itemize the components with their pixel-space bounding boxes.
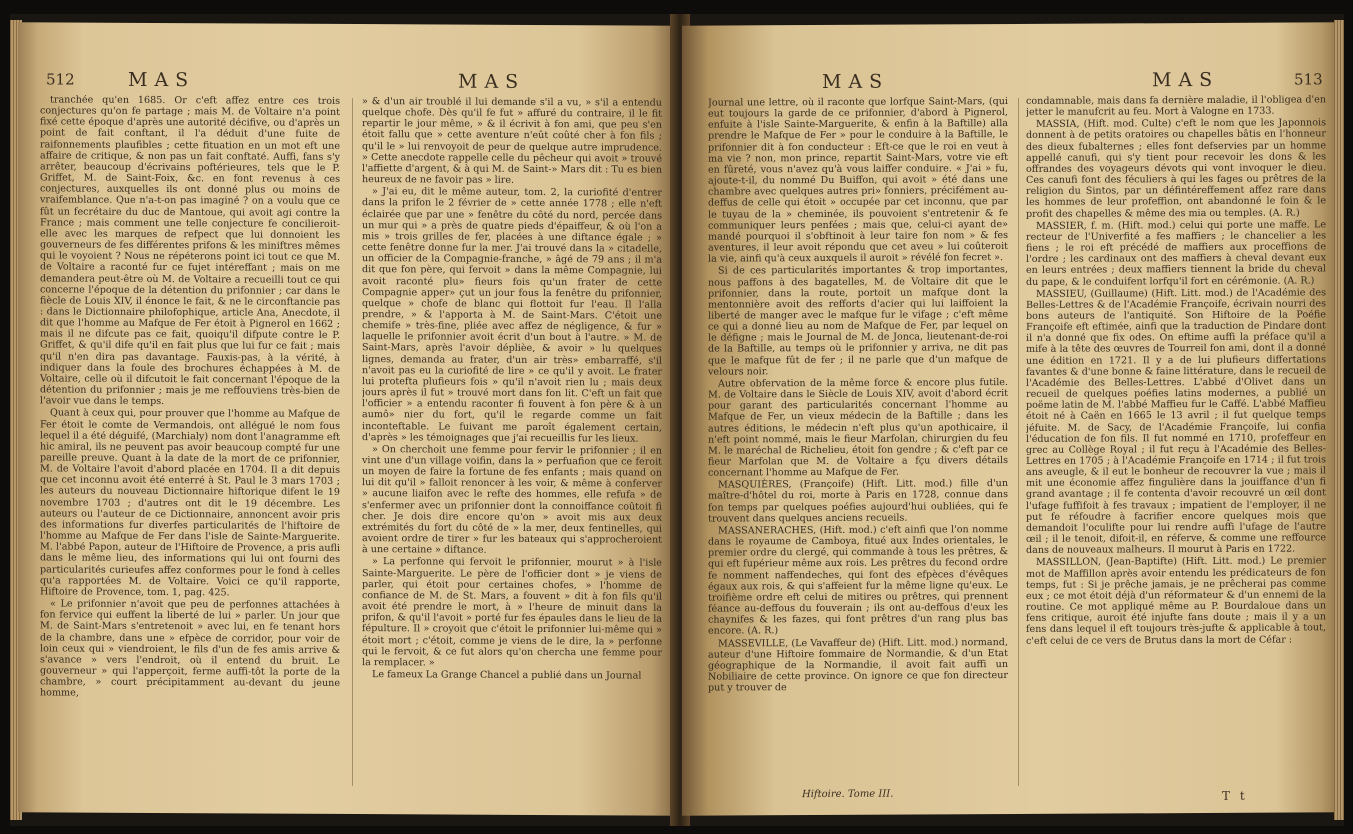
paragraph: condamnable, mais dans fa dernière maladie, il l'obligea d'en jetter le manufcrit au feu. Mort à Valogne en 1733. <box>1026 94 1326 119</box>
paragraph: Journal une lettre, où il raconte que lorfque Saint-Mars, (qui eut toujours la garde de ce prifonnier, d'abord à Pignerol, enfuite à l'isle Sainte-Marguerite, & enfin à la Baftille) alla prendre le Mafque de Fer » pour le conduire à la Baftille, le prifonnier dit à fon conducteur : Eft-ce que le roi en veut à ma vie ? non, mon prince, repartit Saint-Mars, votre vie eft en fûreté, vous n'avez qu'à vous laiffer conduire. « J'ai » fu, ajoute-t-il, du nommé Du Buiffon, qui avoit » été dans une chambre avec quelques autres pri» fonniers, précifément au-deffus de celle qui étoit » occupée par cet inconnu, que par le tuyau de la » cheminée, ils pouvoient s'entretenir & fe communiquer leurs penfées ; mais que, celui-ci ayant de» mandé pourquoi il s'obftinoit à leur taire fon nom » & fes aventures, il leur avoit répondu que cet aveu » lui coûteroit la vie, ainfi qu'à ceux auxquels il auroit » révélé fon fecret ». <box>708 96 1008 265</box>
paragraph: MASSIEU, (Guillaume) (Hift. Litt. mod.) de l'Académie des Belles-Lettres & de l'Académie Françoife, écrivain nourri des bons auteurs de l'antiquité. Son Hiftoire de la Poéfie Françoife eft eftimée, ainfi que la traduction de Pindare dont il n'a donné que fix odes. On eftime auffi la préface qu'il a mife à la tête des œuvres de Tourreil fon ami, dont il a donné une édition en 1721. Il y a de lui plufieurs differtations favantes & d'une bonne & faine littérature, dans le recueil de l'Académie des Belles-Lettres. L'abbé d'Olivet dans un recueil de quelques poéfies latins modernes, a publié un poëme latin de M. l'abbé Maffieu fur le Caffé. L'abbé Maffieu étoit né à Caën en 1665 le 13 avril ; il fut quelque temps jéfuite. M. de Sacy, de l'Académie Françoife, lui confia l'éducation de fon fils. Il fut nommé en 1710, profeffeur en grec au Collège Royal ; il fut reçu à l'Académie des Belles-Lettres en 1705 ; à l'Académie Françoife en 1714 ; il fut trois ans aveugle, & il eut le bonheur de recouvrer la vue ; mais il mit une économie affez fingulière dans la jouiffance d'un fi grand avantage ; il fe contenta d'avoir recouvré un œil dont l'ufage fuffifoit à fes travaux ; impatient de l'employer, il ne put fe réfoudre à facrifier encore quelques mois que demandoit l'oculifte pour lui rendre auffi l'ufage de l'autre œil ; il le tenoit, difoit-il, en réferve, & comme une reffource dans de nouveaux malheurs. Il mourut à Paris en 1722. <box>1026 287 1326 557</box>
paragraph: MASSIER, f. m. (Hift. mod.) celui qui porte une maffe. Le recteur de l'Univerfité a fes maffiers ; le chancelier a les fiens ; le roi eft précédé de maffiers aux proceffions de l'ordre ; les cardinaux ont des maffiers à cheval devant eux en leurs entrées ; deux maffiers tiennent la bride du cheval du pape, & le conduifent lorfqu'il fort en cérémonie. (A. R.) <box>1026 219 1326 288</box>
signature-mark: T t <box>1222 788 1248 803</box>
column-divider <box>352 98 353 786</box>
paragraph: » La perfonne qui fervoit le prifonnier, mourut » à l'isle Sainte-Marguerite. Le père de l'officier dont » je viens de parler, qui étoit pour certaines chofes, » l'homme de confiance de M. de St. Mars, a fouvent » dit à fon fils qu'il avoit été prendre le mort, à » l'heure de minuit dans la prifon, & qu'il l'avoit » porté fur fes épaules dans le lieu de la fépulture. Il » croyoit que c'étoit le prifonnier lui-même qui » étoit mort ; c'étoit, comme je viens de le dire, la » perfonne qui le fervoit, & ce fut alors qu'on chercha une femme pour la remplacer. » <box>362 556 662 669</box>
paragraph: Si de ces particularités importantes & trop importantes, nous paffons à des bagatelles, M. de Voltaire dit que le prifonnier, dans la route, portoit un mafque dont la mentonnière avoit des refforts d'acier qui lui laiffoient la liberté de manger avec le mafque fur le vifage ; c'eft même ce qui a donné lieu au nom de Mafque de Fer, par lequel on le défigne ; mais le Journal de M. de Jonca, lieutenant-de-roi de la Baftille, au temps où le prifonnier y arriva, ne dit pas que le mafque fût de fer ; il ne parle que d'un mafque de velours noir. <box>708 264 1008 378</box>
paragraph: Le fameux La Grange Chancel a publié dans un Journal <box>372 669 642 682</box>
page-footer: Hiftoire. Tome III. <box>802 788 894 801</box>
right-page-column-1 <box>708 96 1008 801</box>
left-page-column-2 <box>362 96 662 798</box>
paragraph: MASQUIÈRES, (Françoife) (Hift. Litt. mod.) fille d'un maître-d'hôtel du roi, morte à Paris en 1728, connue dans fon temps par quelques poéfies aujourd'hui oubliées, qui fe trouvent dans quelques anciens recueils. <box>708 478 1008 525</box>
paragraph: tranchée qu'en 1685. Or c'eft affez entre ces trois conjectures qu'on fe partage ; mais M. de Voltaire n'a point fixé cette époque d'après une autorité décifive, ou d'après un point de fait conftant, il l'a déduit d'une fuite de raifonnements plaufibles ; cette fituation en un mot eft une affaire de critique, & non pas un fait conftaté. Auffi, fans s'y arrêter, beaucoup d'écrivains poftérieures, tels que le P. Griffet, M. de Saint-Foix, &c. en font revenus à ces conjectures, auxquelles ils ont donné plus ou moins de vraifemblance. Que n'a-t-on pas imaginé ? on a voulu que ce fût un fecrétaire du duc de Mantoue, qui avoit agi contre la France ; mais comment une telle conjecture fe concilieroit-elle avec les marques de refpect que lui donnoient les gouverneurs de fes différentes prifons & les miniftres mêmes qui le voyoient ? Nous ne répéterons point ici tout ce que M. de Voltaire a raconté fur ce fujet intéreffant ; mais on me demandera peut-être où M. de Voltaire a recueilli tout ce qui concerne l'époque de la détention du prifonnier ; car dans le fiècle de Louis XIV, il énonce le fait, & ne le circonftancie pas : dans le Dictionnaire philofophique, article Ana, Anecdote, il dit que l'homme au Mafque de Fer étoit à Pignerol en 1662 ; mais il ne difcute pas ce fait, quoiqu'il difpute contre le P. Griffet, & qu'il dife qu'il en fait plus que lui fur ce fait ; mais qu'il n'en dira pas davantage. Fauxis-pas, à la vérité, à indiquer dans la foule des brochures échappées à M. de Voltaire, celle où il difcutoit le fait concernant l'époque de la détention du prifonnier ; mais je me reffouviens très-bien de l'avoir vue dans le temps. <box>40 94 340 408</box>
paragraph: » On cherchoit une femme pour fervir le prifonnier ; il en vint une d'un village voifin, dans la » perfuafion que ce feroit un moyen de faire la fortune de fes enfants ; mais quand on lui dit qu'il » falloit renoncer à les voir, & même à conferver » aucune liaifon avec le refte des hommes, elle refufa » de s'enfermer avec un prifonnier dont la connoiffance coûtoit fi cher. Je dois dire encore qu'on » avoit mis aux deux extrémités du fort du côté de » la mer, deux fentinelles, qui avoient ordre de tirer » fur les bateaux qui s'approcheroient à une certaine » diftance. <box>362 443 662 556</box>
paragraph: » & d'un air troublé il lui demande s'il a vu, » s'il a entendu quelque chofe. Dès qu'il fe fut » affuré du contraire, il le fit repartir le jour même, » & il écrivit à fon ami, que peu s'en étoit fallu que » cette aventure n'eût coûté cher à fon fils ; qu'il le » lui renvoyoit de peur de quelque autre imprudence. » Cette anecdote rappelle celle du pêcheur qui avoit » trouvé l'affiette d'argent, & à qui M. de Saint-» Mars dit : Tu es bien heureux de ne favoir pas » lire. <box>362 96 662 186</box>
left-page-number: 512 <box>46 70 75 89</box>
left-running-head-1: MAS <box>128 68 196 92</box>
left-page <box>18 22 678 815</box>
paragraph: « Le prifonnier n'avoit que peu de perfonnes attachées à fon fervice qui euffent la liberté de lui » parler. Un jour que M. de Saint-Mars s'entretenoit » avec lui, en fe tenant hors de la chambre, dans une » efpèce de corridor, pour voir de loin ceux qui » viendroient, le fils d'un de fes amis arrive & s'avance » vers l'endroit, où il entend du bruit. Le gouverneur » qui l'apperçoit, ferme auffi-tôt la porte de la chambre, » court précipitamment au-devant du jeune homme, <box>40 598 340 699</box>
paragraph: MASSANERACHES, (Hift. mod.) c'eft ainfi que l'on nomme dans le royaume de Camboya, fitué aux Indes orientales, le premier ordre du clergé, qui commande à tous les prêtres, & qui eft fupérieur même aux rois. Les prêtres du fecond ordre fe nomment naffendeches, qui font des efpèces d'évêques égaux aux rois, & qui s'affeient fur la même ligne qu'eux. Le troifième ordre eft celui de mitires ou prêtres, qui prennent féance au-deffous du fouverain ; ils ont au-deffous d'eux les chaynifes & les fazes, qui font prêtres d'un rang plus bas encore. (A. R.) <box>708 523 1008 637</box>
right-page-number: 513 <box>1294 70 1323 89</box>
right-running-head-2: MAS <box>1152 68 1220 92</box>
open-book <box>10 14 1344 826</box>
right-running-head-1: MAS <box>822 70 890 93</box>
paragraph: » J'ai eu, dit le même auteur, tom. 2, la curiofité d'entrer dans la prifon le 2 février de » cette année 1778 ; elle n'eft éclairée que par une » fenêtre du côté du nord, percée dans un mur qui » a près de quatre pieds d'épaiffeur, & où l'on a mis » trois grilles de fer, placées à une diftance égale ; » cette fenêtre donne fur la mer. J'ai trouvé dans la » citadelle, un officier de la Compagnie-franche, » âgé de 79 ans ; il m'a dit que fon père, qui fervoit » dans la même Compagnie, lui avoit raconté plu» fieurs fois qu'un frater de cette Compagnie apper» çut un jour fous la fenêtre du prifonnier, quelque » chofe de blanc qui flottoit fur l'eau. Il l'alla prendre, » & l'apporta à M. de Saint-Mars. C'étoit une chemife » très-fine, pliée avec affez de négligence, & fur » laquelle le prifonnier avoit écrit d'un bout à l'autre. » M. de Saint-Mars, après l'avoir déplièe, & avoir » lu quelques lignes, demanda au frater, d'un air très» embarraffé, s'il n'avoit pas eu la curiofité de lire » ce qu'il y avoit. Le frater lui protefta plufieurs fois » qu'il n'avoit rien lu ; mais deux jours après il fut » trouvé mort dans fon lit. C'eft un fait que l'officier » a entendu raconter fi fouvent à fon père & à un aumô» nier du fort, qu'il le regarde comme un fait inconteftable. Le fuivant me paroît également certain, d'après » les témoignages que j'ai recueillis fur les lieux. <box>362 186 662 445</box>
page-edges-right <box>1334 20 1344 820</box>
paragraph: MASSIA, (Hift. mod. Culte) c'eft le nom que les Japonnois donnent à de petits oratoires ou chapelles bâtis en l'honneur des dieux fubalternes ; elles font defservies par un homme appellé canufi, qui s'y tient pour recevoir les dons & les offrandes des voyageurs dévots qui vont invoquer le dieu. Ces canufi font des féculiers à qui les fages ou prêtres de la religion du Sintos, par un défintéreffement affez rare dans les hommes de leur profeffion, ont abandonné le foin & le profit des chapelles & même des mia ou temples. (A. R.) <box>1026 117 1326 220</box>
right-page <box>682 22 1342 815</box>
left-page-column-1 <box>40 94 340 796</box>
right-page-column-2 <box>1026 94 1326 796</box>
paragraph: Autre obfervation de la même force & encore plus futile. M. de Voltaire dans le Siècle de Louis XIV, avoit d'abord écrit pour garant des particularités concernant l'homme au Mafque de Fer, un vieux médecin de la Baftille ; dans les autres éditions, le médecin n'eft plus qu'un apothicaire, il n'eft point nommé, mais le fieur Marfolan, chirurgien du feu M. le maréchal de Richelieu, étoit fon gendre ; & c'eft par ce fieur Marfolan que M. de Voltaire a fçu divers détails concernant l'homme au Mafque de Fer. <box>708 376 1008 479</box>
column-divider <box>1018 98 1019 786</box>
left-running-head-2: MAS <box>458 70 526 93</box>
paragraph: Quant à ceux qui, pour prouver que l'homme au Mafque de Fer étoit le comte de Vermandois, ont allégué le nom fous lequel il a été déguifé, (Marchialy) nom dont l'anagramme eft hic amiral, ils ne peuvent pas avoir beaucoup compté fur une pareille preuve. Quant à la date de la mort de ce prifonnier, M. de Voltaire l'avoit d'abord placée en 1704. Il a dit depuis que cet inconnu avoit été enterré à St. Paul le 3 mars 1703 ; les auteurs du nouveau Dictionnaire hiftorique difent le 19 novembre 1703 ; d'autres ont dit le 19 décembre. Les auteurs ou l'auteur de ce Dictionnaire, annoncent avoir pris des informations fur diverfes particularités de l'hiftoire de l'homme au Mafque de Fer dans l'isle de Sainte-Marguerite. M. l'abbé Papon, auteur de l'Hiftoire de Provence, a pris aufli dans le même lieu, des informations qui lui ont fourni des particularités curieufes affez conformes pour le fond à celles qu'a rapportées M. de Voltaire. Voici ce qu'il rapporte, Hiftoire de Provence, tom. 1, pag. 425. <box>40 407 340 599</box>
paragraph: MASSILLON, (Jean-Baptifte) (Hift. Litt. mod.) Le premier mot de Maffillon après avoir entendu les prédicateurs de fon temps, fut : Si je prêche jamais, je ne prêcherai pas comme eux ; ce mot étoit déjà d'un réformateur & d'un ennemi de la routine. Ce mot appliqué même au P. Bourdaloue dans un fens critique, auroit été injufte fans doute ; mais il y a un fens dans lequel il eft toujours très-jufte & applicable à tout, c'eft celui de ce vers de Brutus dans la mort de Céfar : <box>1026 555 1326 647</box>
paragraph: MASSEVILLE, (Le Vavaffeur de) (Hift. Litt. mod.) normand, auteur d'une Hiftoire fommaire de Normandie, & d'un Etat géographique de la Normandie, il avoit fait auffi un Nobiliaire de cette province. On ignore ce que fon directeur put y trouver de <box>708 636 1008 694</box>
